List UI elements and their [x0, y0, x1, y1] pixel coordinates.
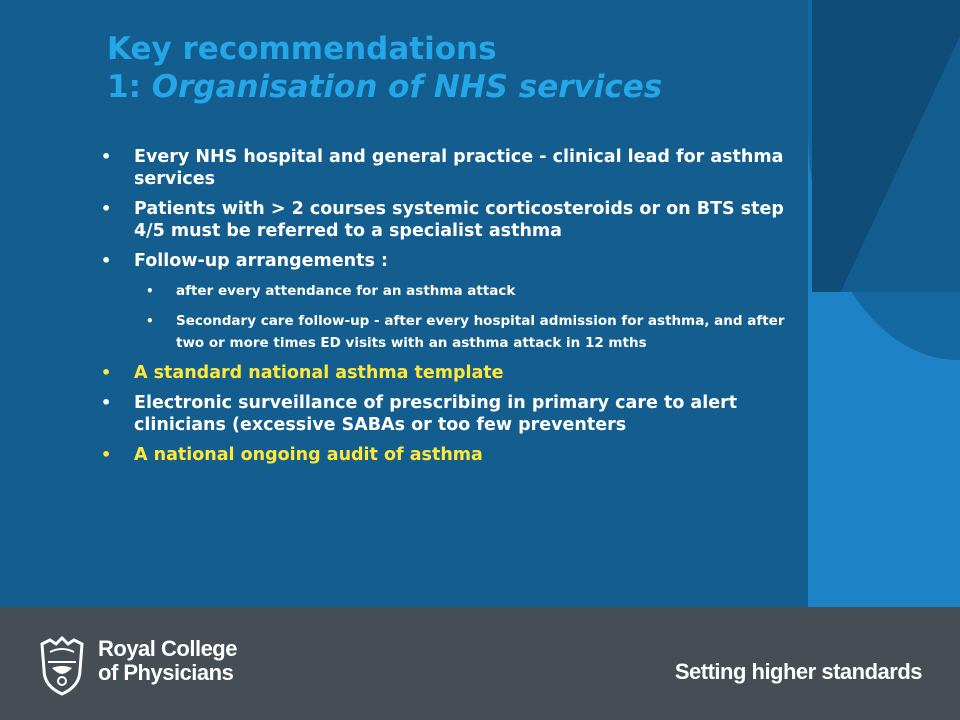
decorative-stripe-dark [812, 0, 960, 292]
bullet-icon: • [146, 314, 154, 328]
bullet-text: Every NHS hospital and general practice - clinical lead for asthma services [134, 147, 784, 189]
tagline: Setting higher standards [674, 659, 922, 684]
bullet-item [94, 146, 814, 190]
brand-name [98, 637, 237, 685]
bullet-icon: • [101, 199, 112, 218]
title-line-2 [107, 68, 797, 106]
sub-bullet-item [94, 280, 814, 302]
title-line-1: Key recommendations [107, 31, 497, 67]
bullet-icon: • [101, 147, 112, 166]
bullet-list [94, 146, 814, 474]
title-line-2-italic: Organisation of NHS services [151, 69, 663, 105]
bullet-item [94, 198, 814, 242]
bullet-icon: • [101, 393, 112, 412]
bullet-icon: • [101, 363, 112, 382]
bullet-icon: • [101, 251, 112, 270]
bullet-item-highlight [94, 362, 814, 384]
bullet-icon: • [146, 284, 154, 298]
bullet-text: A national ongoing audit of asthma [134, 445, 483, 465]
bullet-text: Electronic surveillance of prescribing in primary care to alert clinicians (excessive SABAs or too few preventers [134, 393, 738, 435]
sub-bullet-text: Secondary care follow-up - after every hospital admission for asthma, and after two or more times ED visits with an asthma attack in 12 mths [176, 313, 785, 351]
brand-line-2: of Physicians [98, 660, 234, 685]
bullet-text: Patients with > 2 courses systemic corticosteroids or on BTS step 4/5 must be referred to a specialist asthma [134, 199, 784, 241]
bullet-item [94, 392, 814, 436]
bullet-text: A standard national asthma template [134, 363, 504, 383]
crest-icon [36, 634, 88, 696]
bullet-icon: • [101, 445, 112, 464]
slide-title [107, 30, 797, 106]
bullet-item [94, 250, 814, 272]
bullet-text: Follow-up arrangements : [134, 251, 388, 271]
sub-bullet-item [94, 310, 814, 354]
title-line-2-prefix: 1: [107, 69, 152, 105]
brand-line-1: Royal College [98, 636, 237, 661]
footer-bar [0, 607, 960, 720]
bullet-item-highlight [94, 444, 814, 466]
sub-bullet-text: after every attendance for an asthma attack [176, 283, 516, 299]
